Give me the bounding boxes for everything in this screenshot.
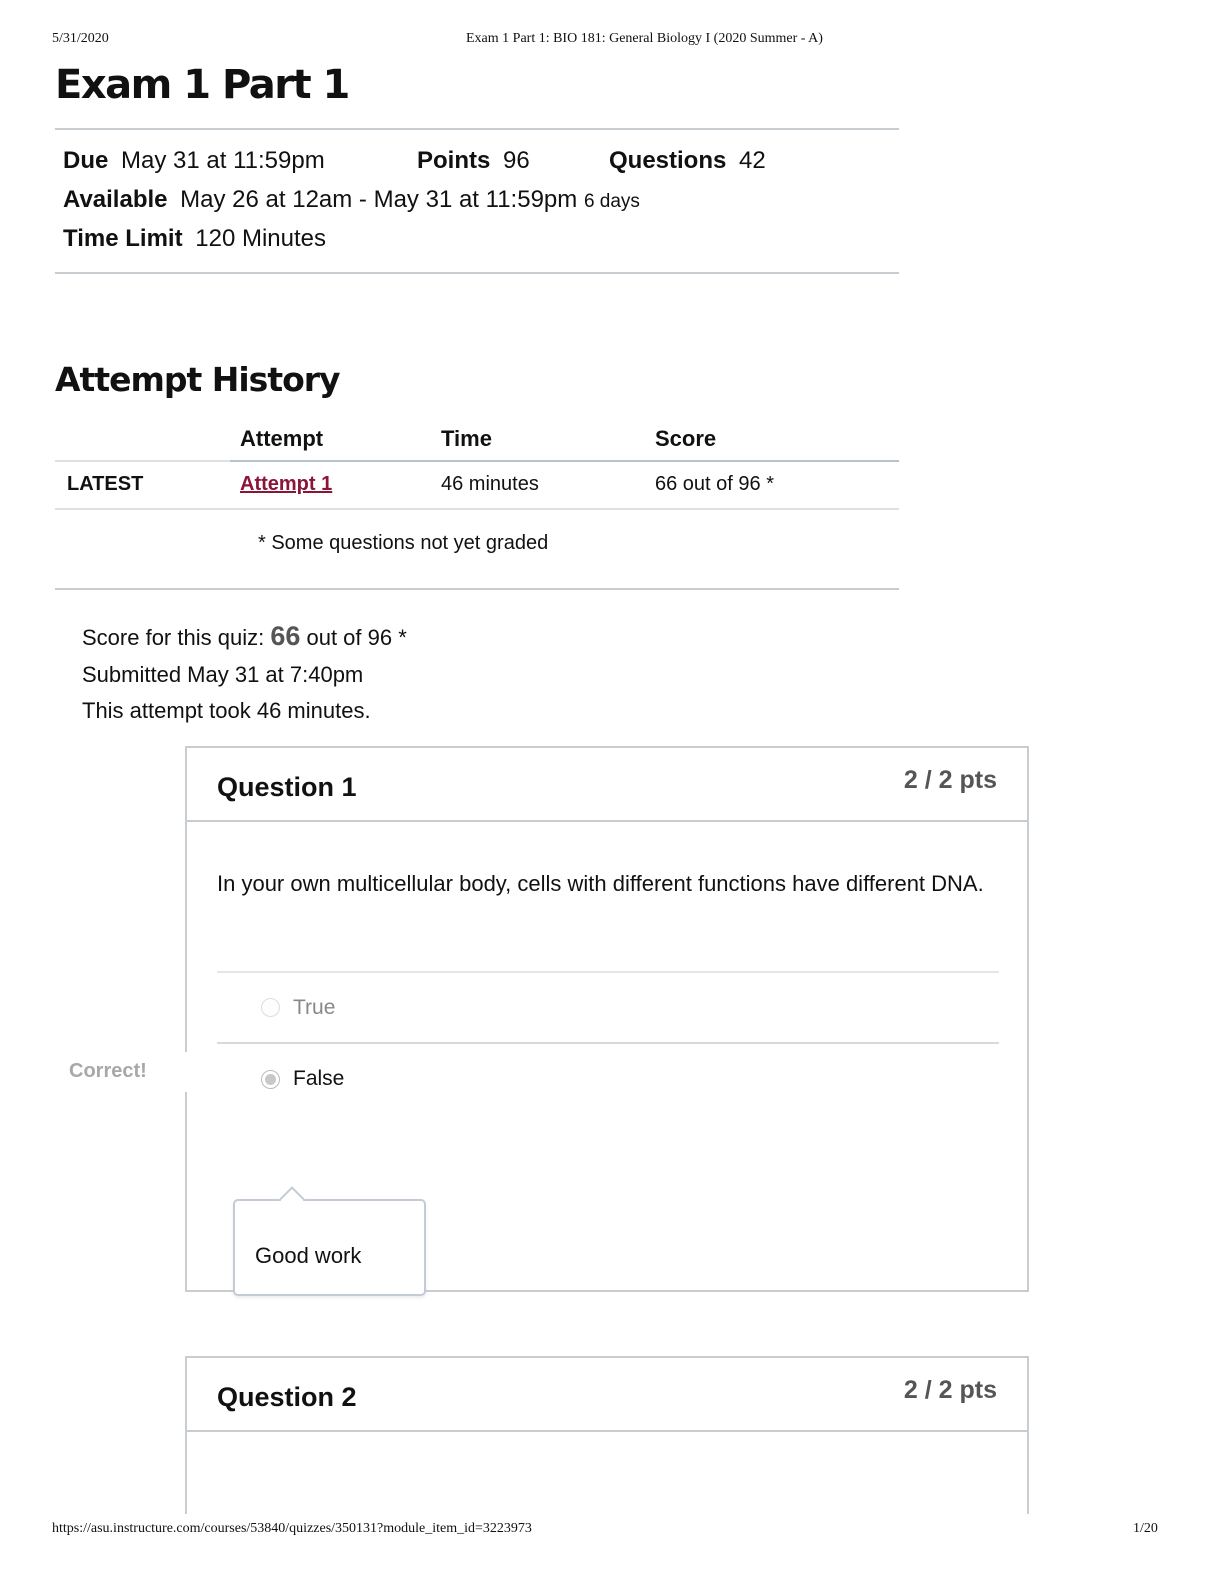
points-label: Points [417, 147, 491, 174]
answer-label: True [293, 996, 336, 1019]
correct-marker-gap [183, 1052, 189, 1092]
print-header-date: 5/31/2020 [52, 31, 109, 46]
attempt-1-link[interactable]: Attempt 1 [240, 473, 333, 495]
print-footer-url: https://asu.instructure.com/courses/53840/quizzes/350131?module_item_id=3223973 [52, 1521, 532, 1536]
question-header [187, 1358, 1027, 1432]
points-meta [417, 147, 530, 175]
question-1 [185, 746, 1029, 1292]
radio-unselected-icon[interactable] [261, 998, 280, 1017]
score-suffix: out of 96 * [300, 625, 407, 650]
question-2-viewport [185, 1356, 1029, 1514]
available-duration: 6 days [583, 191, 640, 212]
column-header-attempt: Attempt [240, 426, 324, 451]
question-title: Question 1 [217, 772, 357, 802]
answer-comment [233, 1199, 426, 1296]
questions-value: 42 [739, 147, 766, 174]
available-label: Available [63, 186, 168, 213]
page-title: Exam 1 Part 1 [55, 62, 349, 108]
answer-divider [217, 1042, 999, 1044]
score-value: 66 [270, 621, 301, 651]
points-value: 96 [503, 147, 530, 174]
comment-text: Good work [255, 1243, 362, 1268]
score-prefix: Score for this quiz: [82, 625, 271, 650]
correct-label: Correct! [69, 1060, 147, 1082]
question-text: In your own multicellular body, cells with different functions have different DNA. [217, 871, 984, 896]
questions-meta [609, 147, 766, 175]
column-header-score: Score [655, 426, 717, 451]
available-meta [63, 186, 640, 214]
comment-pointer [279, 1186, 304, 1211]
divider [55, 588, 899, 590]
time-limit-value: 120 Minutes [195, 225, 326, 252]
time-limit-meta [63, 225, 326, 253]
latest-tag: LATEST [67, 473, 144, 495]
divider [55, 460, 230, 462]
attempt-time: 46 minutes [441, 473, 539, 495]
print-footer-page-number: 1/20 [1133, 1521, 1158, 1536]
questions-label: Questions [609, 147, 727, 174]
answer-divider [217, 971, 999, 973]
attempt-duration: This attempt took 46 minutes. [82, 698, 371, 723]
divider [55, 272, 899, 274]
question-header [187, 748, 1027, 822]
question-2 [185, 1356, 1029, 1514]
divider [55, 128, 899, 130]
answer-label: False [293, 1067, 345, 1090]
question-points: 2 / 2 pts [903, 766, 997, 794]
print-header-title: Exam 1 Part 1: BIO 181: General Biology I (2020 Summer - A) [466, 31, 823, 46]
submitted-time: Submitted May 31 at 7:40pm [82, 662, 364, 687]
attempt-history-title: Attempt History [55, 360, 340, 399]
grading-footnote: * Some questions not yet graded [258, 532, 549, 554]
due-value: May 31 at 11:59pm [121, 147, 325, 174]
quiz-score [82, 621, 407, 652]
table-header-divider [230, 460, 899, 462]
question-title: Question 2 [217, 1382, 357, 1412]
question-points: 2 / 2 pts [903, 1376, 997, 1404]
quiz-meta-row-1 [63, 147, 325, 175]
divider [55, 508, 899, 510]
time-limit-label: Time Limit [63, 225, 183, 252]
available-value: May 26 at 12am - May 31 at 11:59pm [180, 186, 578, 213]
attempt-score: 66 out of 96 * [655, 473, 774, 495]
radio-selected-icon[interactable] [261, 1070, 280, 1089]
due-label: Due [63, 147, 109, 174]
column-header-time: Time [441, 426, 492, 451]
